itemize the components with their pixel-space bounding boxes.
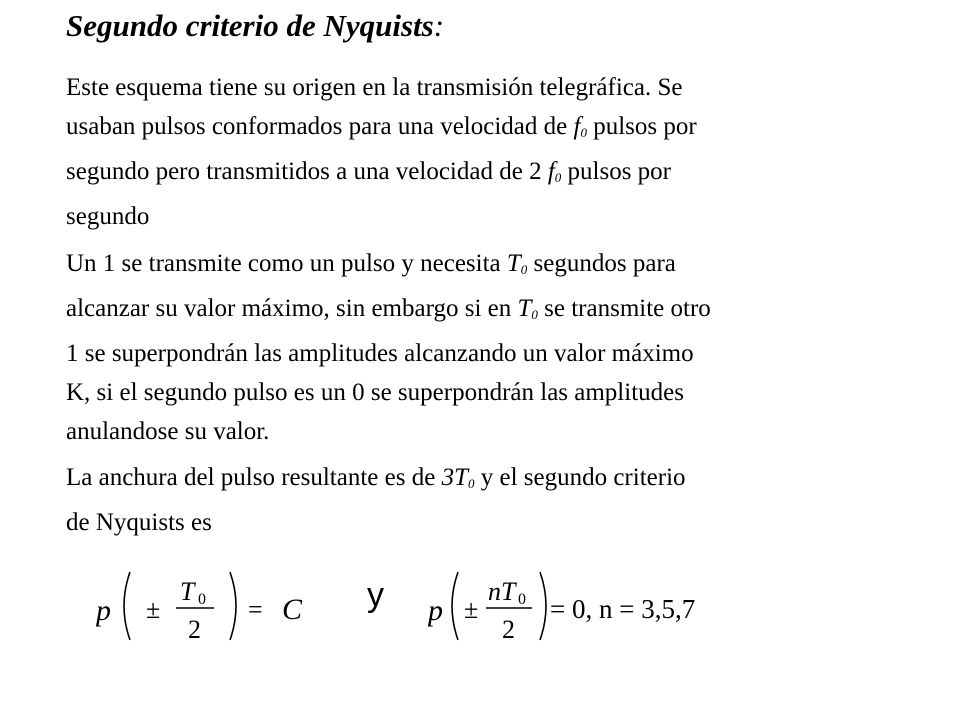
formula1-equals: = (248, 595, 263, 624)
p2-line-5: anulandose su valor. (66, 418, 270, 445)
formula1-numerator: T (180, 577, 195, 606)
p2-line-2-text-b: se transmite otro (537, 295, 711, 322)
p1-line-1: Este esquema tiene su origen en la transmisión telegráfica. Se (66, 74, 683, 101)
formula2-numerator-sub: 0 (518, 591, 526, 608)
p1-line-4: segundo (66, 203, 150, 230)
formula2-numerator: nT (488, 577, 516, 606)
p1-line-3 (66, 152, 926, 197)
formula1-right-paren (230, 572, 236, 640)
title-text: Segundo criterio de Nyquists (66, 8, 434, 43)
p3-line-1 (66, 458, 926, 503)
formula2-denominator: 2 (502, 615, 515, 644)
p1-line-3-subscript: 0 (554, 170, 562, 185)
p1-line-2-symbol: f (573, 113, 581, 140)
formula2-plusminus: ± (464, 595, 479, 624)
formula1-denominator: 2 (188, 615, 201, 644)
p3-line-1-text-a: La anchura del pulso resultante es de (66, 464, 442, 491)
p2-line-2-symbol: T (517, 295, 532, 322)
p2-line-4: K, si el segundo pulso es un 0 se superpondrán las amplitudes (66, 379, 684, 406)
p2-line-2-subscript: 0 (531, 307, 538, 322)
formula1-func: p (96, 594, 111, 627)
p1-line-2-text-b: pulsos por (586, 113, 697, 140)
title-colon: : (433, 8, 445, 43)
formula1-numerator-sub: 0 (198, 591, 206, 608)
p1-line-3-symbol: f (547, 158, 555, 185)
p3-line-1-text-b: y el segundo criterio (474, 464, 686, 491)
p2-line-1-text-b: segundos para (527, 250, 676, 277)
formula2-right-paren (540, 572, 546, 640)
formula1-rhs: C (282, 593, 303, 626)
p2-line-1-subscript: 0 (520, 262, 528, 277)
formula-amplitude (96, 566, 326, 646)
paragraph-pulse-transmission (66, 244, 926, 451)
p1-line-2-subscript: 0 (580, 125, 587, 140)
p3-line-2: de Nyquists es (66, 509, 212, 536)
p2-line-1-text-a: Un 1 se transmite como un pulso y necesita (66, 250, 507, 277)
formula1-left-paren (124, 572, 130, 640)
slide-title (66, 8, 444, 44)
p2-line-2-text-a: alcanzar su valor máximo, sin embargo si en (66, 295, 518, 322)
p1-line-2-text-a: usaban pulsos conformados para una velocidad de (66, 113, 574, 140)
p2-line-1-symbol: T (506, 250, 521, 277)
p1-line-2 (66, 107, 926, 152)
p2-line-3: 1 se superpondrán las amplitudes alcanzando un valor máximo (66, 340, 694, 367)
p3-line-1-symbol: 3T (441, 464, 468, 491)
formula1-plusminus: ± (146, 595, 161, 624)
formula2-left-paren (452, 572, 458, 640)
p3-line-1-subscript: 0 (467, 476, 475, 491)
formula2-rhs: = 0, n = 3,5,7 (550, 594, 696, 624)
paragraph-pulse-width (66, 458, 926, 542)
formula-separator: y (367, 576, 384, 614)
formula2-func: p (428, 594, 443, 627)
p2-line-1 (66, 244, 926, 289)
p1-line-3-text-b: pulsos por (561, 158, 672, 185)
formula-zero-crossings (428, 566, 748, 646)
p2-line-2 (66, 289, 926, 334)
p1-line-3-text-a: segundo pero transmitidos a una velocidad de 2 (66, 158, 548, 185)
paragraph-origin (66, 68, 926, 236)
